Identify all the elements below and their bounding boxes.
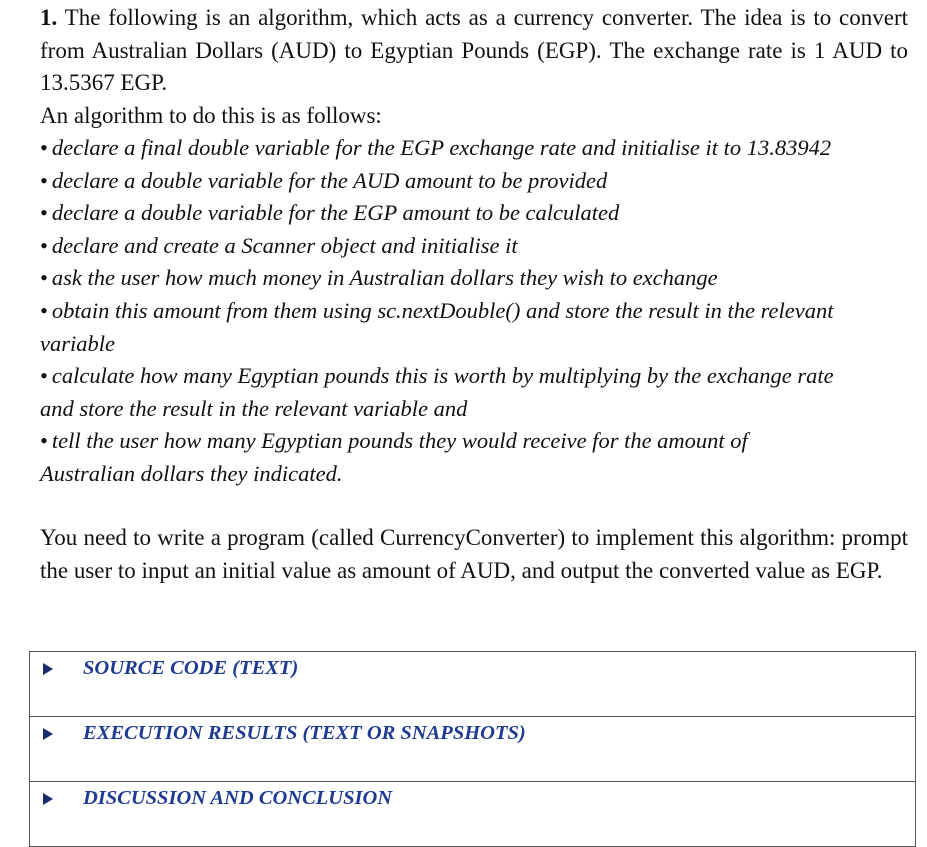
algorithm-step: • declare a double variable for the EGP amount to be calculated — [40, 200, 620, 226]
task-description: You need to write a program (called CurrencyConverter) to implement this algorithm: prompt the user to input an initial value as amount of AUD, and output the converted value as EGP. — [40, 525, 908, 583]
answer-sections-table — [29, 651, 916, 847]
algorithm-steps — [40, 132, 840, 491]
section-cell[interactable] — [30, 782, 916, 847]
algorithm-heading: An algorithm to do this is as follows: — [40, 103, 382, 128]
section-cell[interactable] — [30, 652, 916, 717]
section-title-source-code: SOURCE CODE (TEXT) — [83, 657, 299, 679]
algorithm-step: • obtain this amount from them using sc.nextDouble() and store the result in the relevant variable — [40, 297, 834, 356]
bullet-icon: • — [40, 265, 48, 291]
section-title-discussion: DISCUSSION AND CONCLUSION — [83, 787, 393, 809]
bullet-icon: • — [40, 363, 48, 389]
algorithm-step: • declare and create a Scanner object and initialise it — [40, 232, 518, 258]
section-row — [30, 782, 916, 847]
section-title-execution-results: EXECUTION RESULTS (TEXT OR SNAPSHOTS) — [83, 722, 526, 744]
question-number: 1. — [40, 5, 58, 30]
section-row — [30, 652, 916, 717]
arrow-right-icon — [43, 663, 53, 675]
bullet-icon: • — [40, 297, 48, 323]
arrow-right-icon — [43, 728, 53, 740]
intro-text: The following is an algorithm, which acts as a currency converter. The idea is to convert from Australian Dollars (AUD) to Egyptian Pounds (EGP). The exchange rate is 1 AUD to 13.5367 EGP. — [40, 5, 908, 96]
algorithm-step: • declare a final double variable for the EGP exchange rate and initialise it to 13.83942 — [40, 135, 832, 160]
bullet-icon: • — [40, 232, 48, 258]
arrow-right-icon — [43, 793, 53, 805]
bullet-icon: • — [40, 428, 48, 454]
bullet-icon: • — [40, 200, 48, 226]
algorithm-step: • ask the user how much money in Australian dollars they wish to exchange — [40, 265, 718, 291]
algorithm-step: • declare a double variable for the AUD amount to be provided — [40, 167, 608, 193]
algorithm-step: • tell the user how many Egyptian pounds they would receive for the amount of Australian dollars they indicated. — [40, 428, 748, 486]
algorithm-step: • calculate how many Egyptian pounds this is worth by multiplying by the exchange rate and store the result in the relevant variable and — [40, 363, 834, 421]
section-cell[interactable] — [30, 717, 916, 782]
bullet-icon: • — [40, 135, 48, 160]
bullet-icon: • — [40, 167, 48, 193]
question-intro — [40, 2, 908, 100]
section-row — [30, 717, 916, 782]
